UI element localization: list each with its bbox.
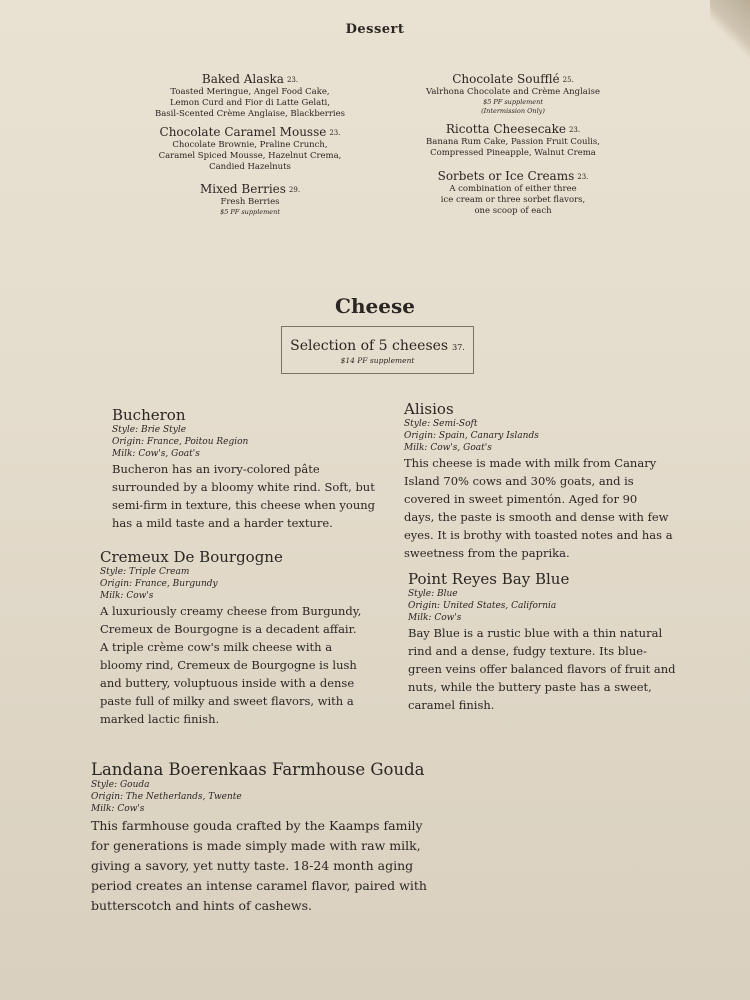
cheese-item-landana-gouda (91, 760, 451, 915)
cheese-desc-line: semi-firm in texture, this cheese when young (112, 498, 375, 512)
cheese-origin: Origin: France, Poitou Region (112, 437, 249, 447)
cheese-name: Alisios (404, 400, 454, 418)
cheese-desc-line: period creates an intense caramel flavor, paired with (91, 878, 427, 893)
selection-name: Selection of 5 cheeses (290, 338, 449, 354)
selection-price: 37. (452, 343, 465, 352)
cheese-desc-line: Bay Blue is a rustic blue with a thin natural (408, 626, 663, 640)
cheese-item-bucheron (112, 406, 382, 532)
cheese-desc-line: for generations is made simply made with raw milk, (91, 838, 421, 853)
cheese-desc-line: paste full of milky and sweet flavors, with a (100, 694, 354, 708)
cheese-desc-line: eyes. It is brothy with toasted notes and has a (404, 528, 673, 542)
cheese-heading: Cheese (335, 294, 415, 318)
dessert-desc-line: A combination of either three (449, 184, 577, 194)
dessert-desc-line: Compressed Pineapple, Walnut Crema (430, 148, 596, 158)
dessert-price: 29. (288, 186, 301, 194)
dessert-item-chocolate-caramel-mousse (100, 121, 400, 173)
dessert-item-mixed-berries (100, 178, 400, 217)
cheese-desc-line: nuts, while the buttery paste has a sweet, (408, 680, 652, 694)
dessert-supplement-note: $5 PF supplement (220, 208, 280, 216)
dessert-desc-line: Caramel Spiced Mousse, Hazelnut Crema, (158, 151, 342, 161)
cheese-name: Bucheron (112, 406, 186, 424)
dessert-desc-line: Basil-Scented Crème Anglaise, Blackberries (154, 109, 346, 119)
cheese-style: Style: Blue (408, 589, 458, 599)
cheese-desc-line: covered in sweet pimentón. Aged for 90 (404, 492, 638, 506)
cheese-item-cremeux-de-bourgogne (100, 548, 390, 728)
cheese-name: Point Reyes Bay Blue (408, 570, 570, 588)
dessert-name: Ricotta Cheesecake (445, 122, 566, 136)
dessert-price: 23. (577, 173, 589, 181)
cheese-desc-line: giving a savory, yet nutty taste. 18-24 month aging (91, 858, 414, 873)
dessert-name: Baked Alaska (201, 72, 284, 86)
cheese-desc-line: This farmhouse gouda crafted by the Kaamps family (91, 818, 423, 833)
dessert-name: Chocolate Caramel Mousse (159, 125, 327, 139)
dessert-desc-line: Candied Hazelnuts (209, 162, 291, 172)
cheese-milk: Milk: Cow's (100, 591, 154, 601)
cheese-desc-line: marked lactic finish. (100, 712, 220, 726)
cheese-milk: Milk: Cow's, Goat's (112, 449, 200, 459)
cheese-desc-line: caramel finish. (408, 698, 495, 712)
cheese-name: Cremeux De Bourgogne (100, 548, 283, 566)
cheese-desc-line: rind and a dense, fudgy texture. Its blue- (408, 644, 647, 658)
dessert-desc-line: Fresh Berries (220, 197, 280, 207)
cheese-desc-line: bloomy rind, Cremeux de Bourgogne is lush (100, 658, 357, 672)
dessert-price: 25. (562, 76, 574, 84)
cheese-desc-line: A triple crème cow's milk cheese with a (100, 640, 333, 654)
cheese-origin: Origin: France, Burgundy (100, 579, 218, 589)
dessert-supplement-note: $5 PF supplement (483, 98, 543, 106)
dessert-desc-line: Toasted Meringue, Angel Food Cake, (170, 87, 330, 97)
cheese-desc-line: Bucheron has an ivory-colored pâte (112, 462, 320, 476)
cheese-desc-line: A luxuriously creamy cheese from Burgundy, (100, 604, 362, 618)
cheese-desc-line: and buttery, voluptuous inside with a dense (100, 676, 355, 690)
cheese-desc-line: This cheese is made with milk from Canary (404, 456, 657, 470)
cheese-style: Style: Brie Style (112, 425, 187, 435)
dessert-desc-line: Chocolate Brownie, Praline Crunch, (172, 140, 328, 150)
dessert-desc-line: Banana Rum Cake, Passion Fruit Coulis, (426, 137, 600, 147)
dessert-availability-note: (Intermission Only) (481, 107, 545, 115)
dessert-desc-line: Valrhona Chocolate and Crème Anglaise (426, 87, 600, 97)
cheese-name: Landana Boerenkaas Farmhouse Gouda (91, 760, 425, 779)
dessert-item-baked-alaska (100, 68, 400, 120)
dessert-name: Chocolate Soufflé (452, 72, 560, 86)
cheese-selection-box (281, 326, 474, 374)
dessert-name: Mixed Berries (199, 182, 286, 196)
cheese-desc-line: has a mild taste and a harder texture. (112, 516, 333, 530)
dessert-price: 23. (286, 76, 299, 84)
cheese-desc-line: Island 70% cows and 30% goats, and is (404, 474, 634, 488)
cheese-milk: Milk: Cow's, Goat's (404, 443, 492, 453)
dessert-item-ricotta-cheesecake (363, 118, 663, 159)
dessert-item-sorbets-ice-creams (363, 165, 663, 217)
cheese-style: Style: Triple Cream (100, 567, 190, 577)
cheese-desc-line: surrounded by a bloomy white rind. Soft, but (112, 480, 375, 494)
cheese-desc-line: green veins offer balanced flavors of fruit and (408, 662, 676, 676)
dessert-desc-line: Lemon Curd and Fior di Latte Gelati, (170, 98, 330, 108)
dessert-item-chocolate-souffle (363, 68, 663, 116)
dessert-price: 23. (568, 126, 581, 134)
cheese-desc-line: Cremeux de Bourgogne is a decadent affair. (100, 622, 357, 636)
cheese-desc-line: butterscotch and hints of cashews. (91, 898, 312, 913)
cheese-milk: Milk: Cow's (408, 613, 462, 623)
dessert-name: Sorbets or Ice Creams (437, 169, 575, 183)
cheese-origin: Origin: United States, California (408, 601, 557, 611)
cheese-origin: Origin: Spain, Canary Islands (404, 431, 539, 441)
cheese-desc-line: sweetness from the paprika. (404, 546, 570, 560)
cheese-style: Style: Semi-Soft (404, 419, 478, 429)
dessert-desc-line: ice cream or three sorbet flavors, (440, 195, 586, 205)
cheese-desc-line: days, the paste is smooth and dense with few (404, 510, 669, 524)
dessert-heading: Dessert (345, 22, 405, 37)
cheese-item-alisios (404, 400, 704, 562)
cheese-milk: Milk: Cow's (91, 804, 145, 814)
selection-supplement-note: $14 PF supplement (340, 356, 415, 365)
cheese-style: Style: Gouda (91, 780, 150, 790)
cheese-item-point-reyes-bay-blue (408, 570, 718, 714)
dessert-desc-line: one scoop of each (474, 206, 552, 216)
dessert-price: 23. (329, 129, 341, 137)
cheese-origin: Origin: The Netherlands, Twente (91, 792, 242, 802)
